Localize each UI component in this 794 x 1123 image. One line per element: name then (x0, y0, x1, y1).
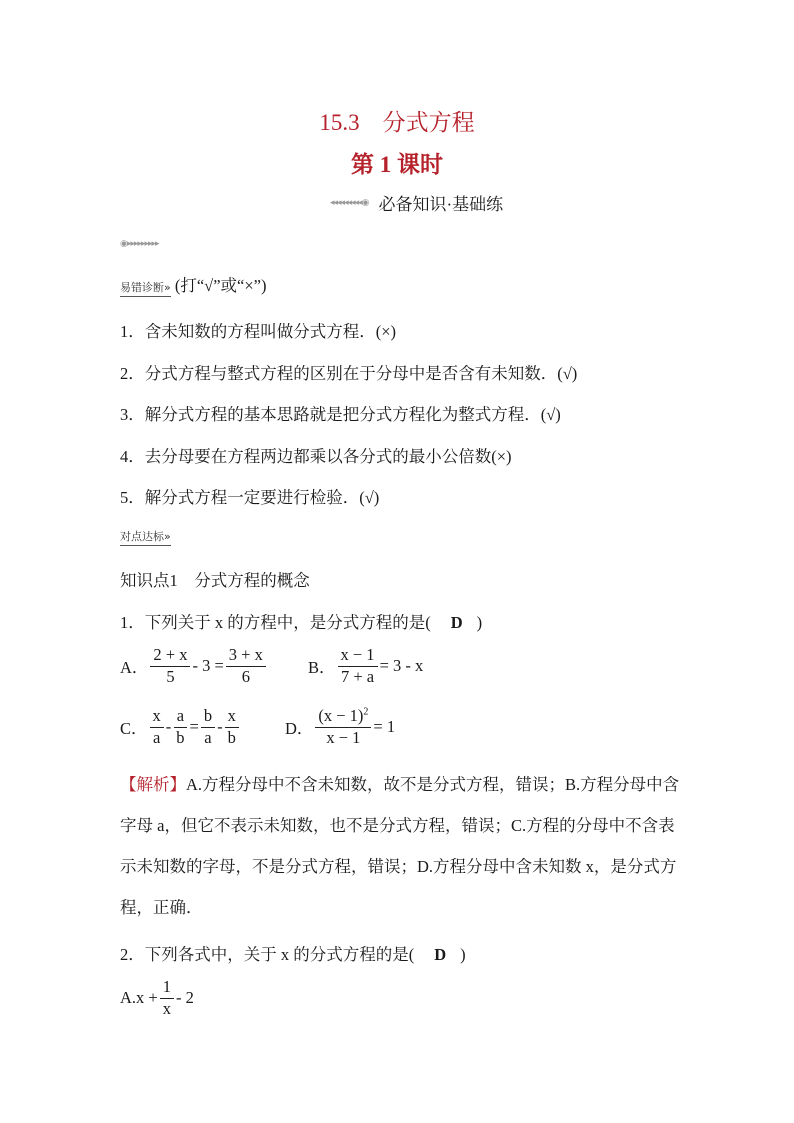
fraction: $\frac{a}{b}$ (173, 706, 187, 748)
question-2-option-a: A.x + $\frac{1}{x}$ - 2 (120, 977, 194, 1018)
banner-label: 必备知识·基础练 (378, 195, 504, 214)
diagnosis-item: 3．解分式方程的基本思路就是把分式方程化为整式方程．(√) (120, 405, 561, 424)
practice-tag: 对点达标» (120, 528, 171, 546)
knowledge-point-title: 知识点1 分式方程的概念 (120, 571, 310, 590)
section-banner (330, 190, 503, 215)
fraction: $\frac{b}{a}$ (201, 706, 215, 748)
analysis-text: A.方程分母中不含未知数，故不是分式方程，错误；B.方程分母中含字母 a，但它不表示未知数，也不是分式方程，错误；C.方程的分母中不含表示未知数的字母，不是分式方程，错误；D.方程分母中含未知数 x，是分式方程，正确． (120, 775, 680, 917)
option-b: B． $\frac{x - 1}{7 + a}$ = 3 - x (307, 645, 424, 686)
fraction: $\frac{x - 1}{7 + a}$ (338, 645, 378, 687)
question-1-options-ab (120, 645, 423, 687)
diagnosis-item: 4．去分母要在方程两边都乘以各分式的最小公倍数(×) (120, 447, 512, 466)
fraction: $\frac{1}{x}$ (160, 977, 174, 1019)
diagnosis-instruction: (打“√”或“×”) (174, 276, 267, 295)
question-1-options-cd (120, 706, 395, 748)
diagnosis-item: 2．分式方程与整式方程的区别在于分母中是否含有未知数．(√) (120, 364, 578, 383)
option-c: C． $\frac{x}{a}$ - $\frac{a}{b}$ = $\frac{b}{a}$ - $\frac{x}{b}$ (120, 706, 241, 748)
fraction: $\frac{x}{a}$ (150, 706, 164, 748)
fraction: $\frac{x}{b}$ (225, 706, 239, 748)
diagnosis-item: 5．解分式方程一定要进行检验．(√) (120, 488, 380, 507)
arrow-decoration-icon: ◉▸▸▸▸▸▸▸▸▸ (120, 239, 159, 249)
answer-label: D (450, 613, 463, 632)
analysis-paragraph (120, 764, 680, 928)
fraction: $\frac{2 + x}{5}$ (150, 645, 190, 687)
question-2-stem: 2．下列各式中，关于 x 的分式方程的是( D ) (120, 945, 466, 964)
question-1-stem: 1．下列关于 x 的方程中，是分式方程的是( D ) (120, 613, 483, 632)
arrow-decoration-icon: ◂◂◂◂◂◂◂◂◂◉ (330, 197, 369, 208)
fraction: $\frac{(x - 1)^2}{x - 1}$ (315, 706, 371, 748)
practice-header (120, 525, 171, 546)
diagnosis-item: 1．含未知数的方程叫做分式方程．(×) (120, 322, 397, 341)
diagnosis-tag: 易错诊断» (120, 279, 171, 297)
fraction: $\frac{3 + x}{6}$ (226, 645, 266, 687)
diagnosis-header (120, 272, 267, 297)
option-a: A． $\frac{2 + x}{5}$ - 3 = $\frac{3 + x}{6}$ (120, 645, 268, 687)
section-title: 15.3 分式方程 (319, 110, 475, 135)
option-d: D． $\frac{(x - 1)^2}{x - 1}$ = 1 (284, 706, 396, 747)
analysis-label: 【解析】 (120, 775, 186, 794)
lesson-title: 第 1 课时 (351, 152, 443, 177)
answer-label: D (434, 945, 447, 964)
